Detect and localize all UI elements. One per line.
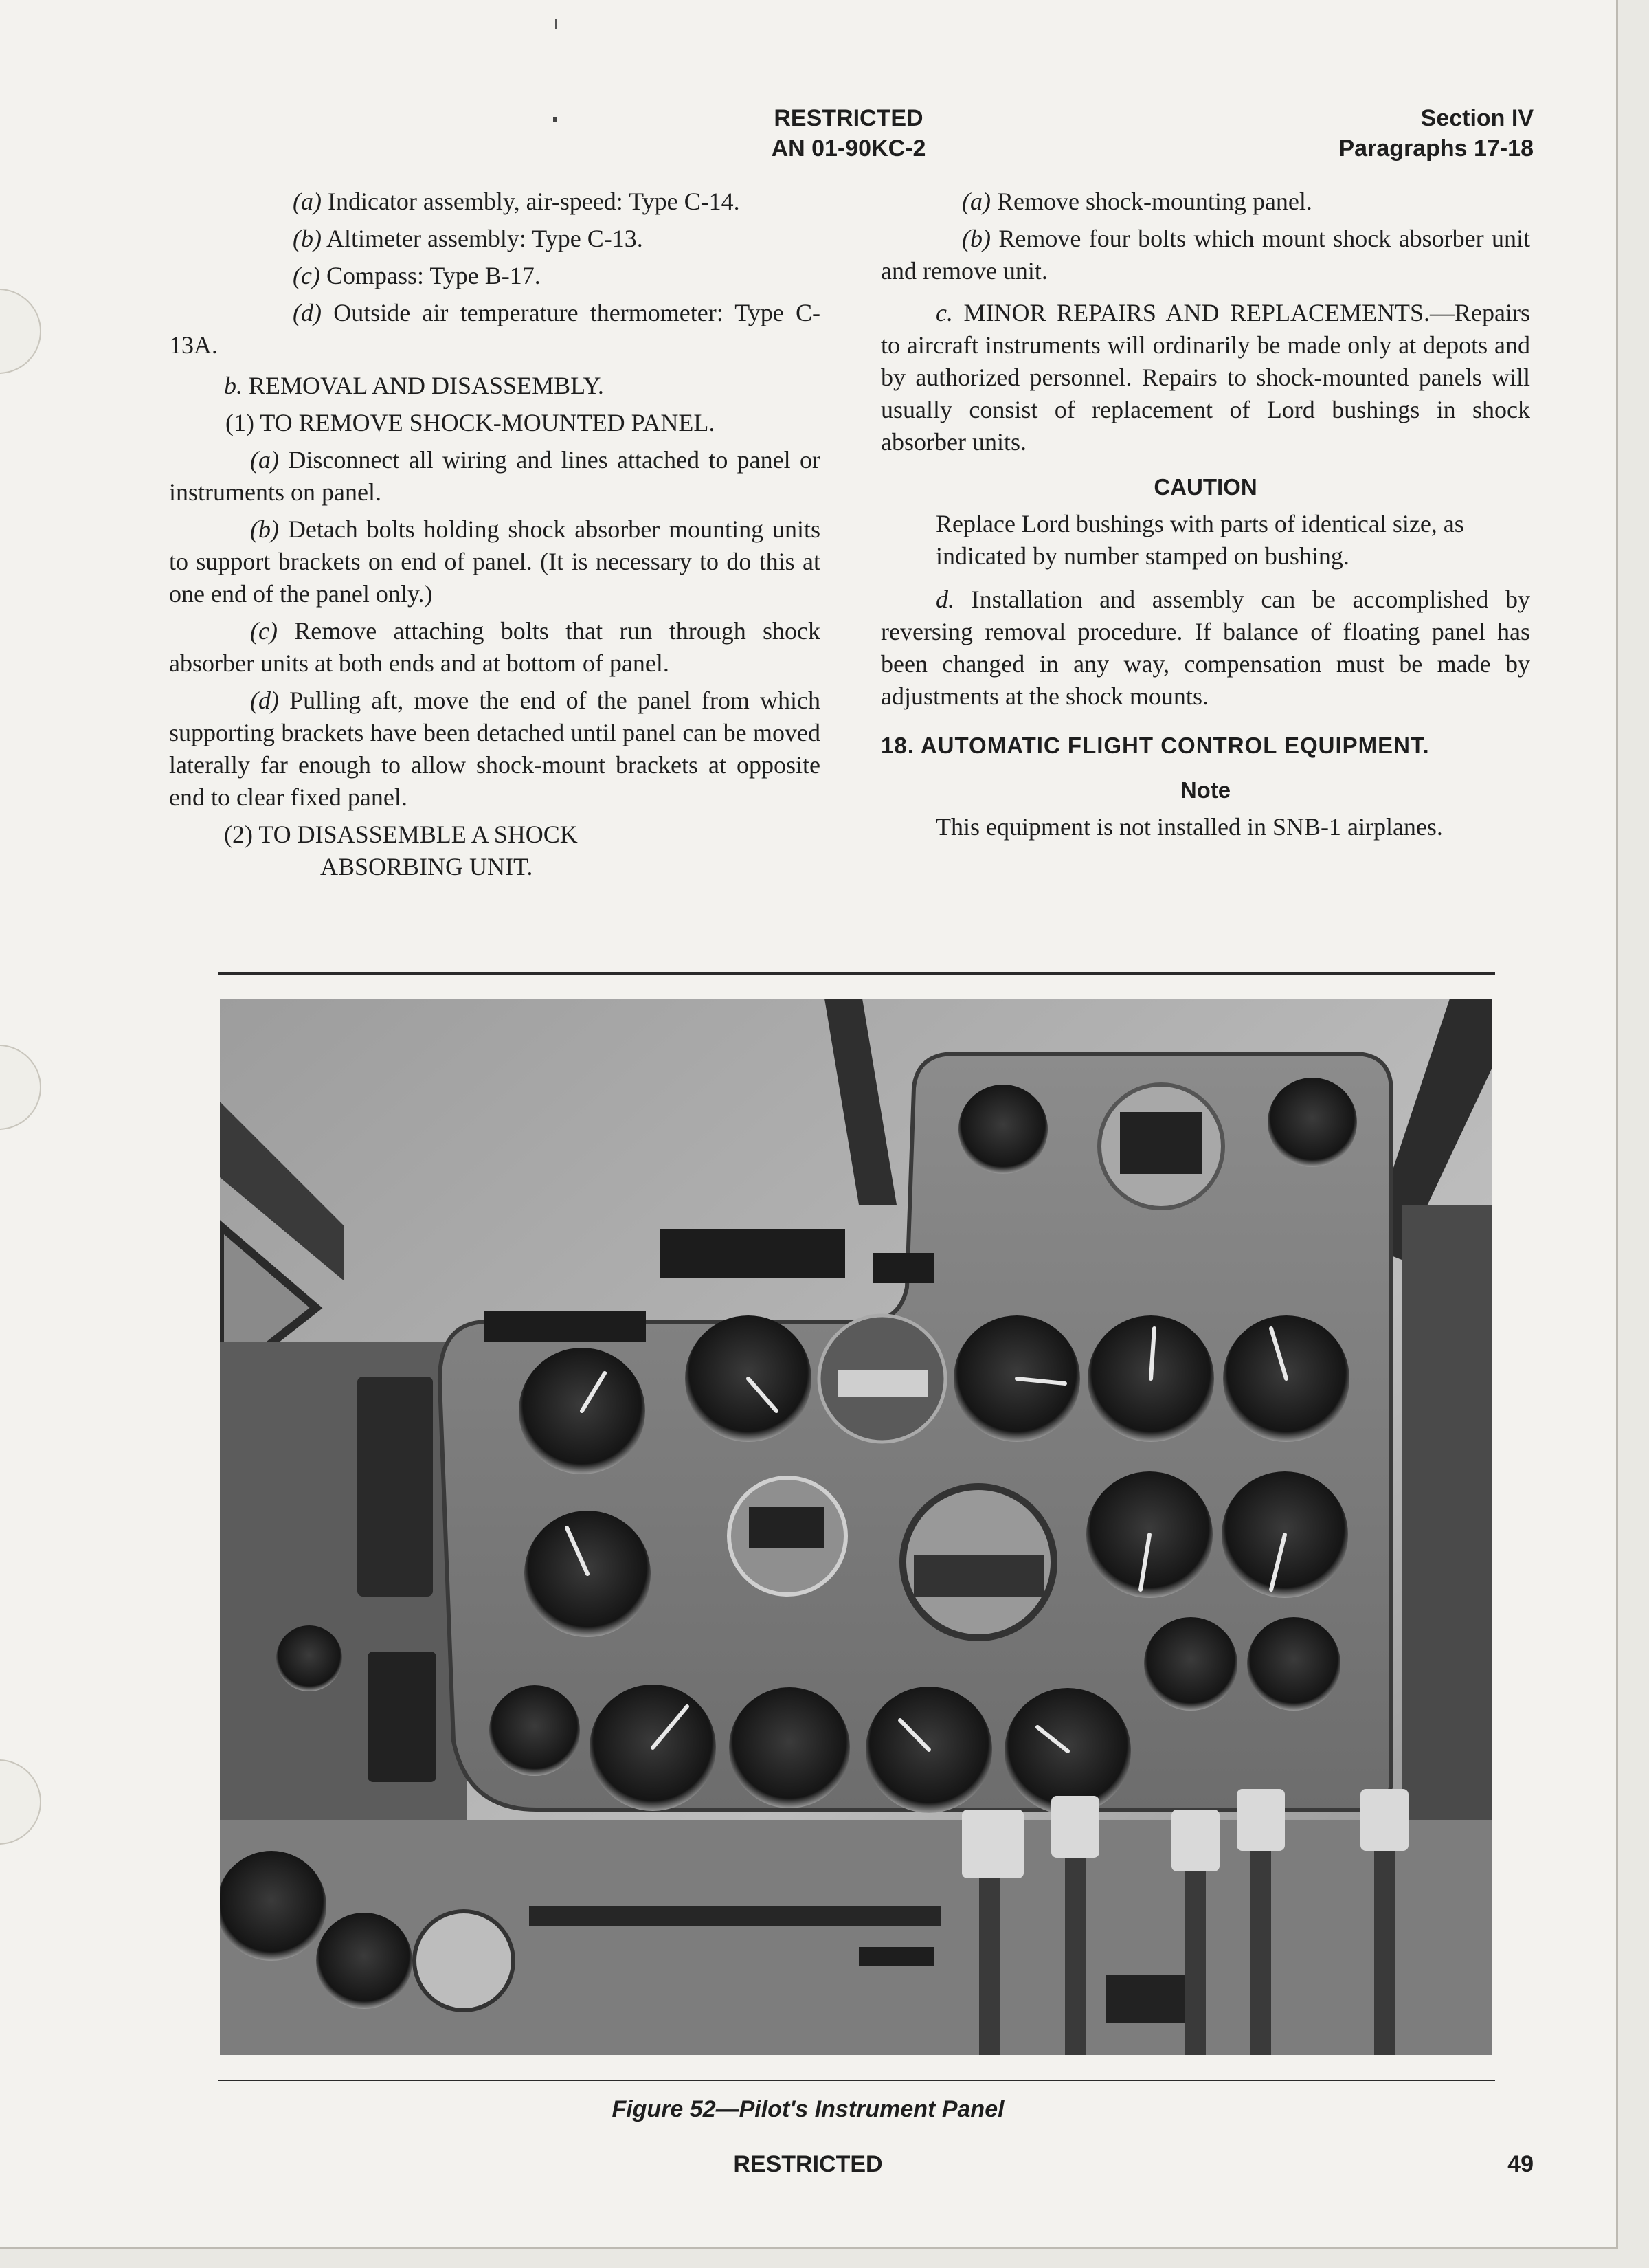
page-number: 49	[1507, 2151, 1534, 2177]
header-right	[1339, 103, 1534, 164]
step-1c: (c) Remove attaching bolts that run through shock absorber units at both ends and at bottom of panel.	[169, 617, 820, 677]
right-column	[881, 186, 1530, 843]
section-c: c. MINOR REPAIRS AND REPLACEMENTS.—Repairs to aircraft instruments will ordinarily be made only at depots and by authorized personnel. Repairs to shock-mounted panels will usually consist of replacement of Lord bushings in shock absorber units.	[881, 299, 1530, 456]
instrument-panel-illustration	[220, 999, 1492, 2055]
list-item-a: (a) Indicator assembly, air-speed: Type C-14.	[293, 188, 740, 215]
step-2-heading-cont: ABSORBING UNIT.	[320, 853, 533, 880]
step-1b: (b) Detach bolts holding shock absorber mounting units to support brackets on end of panel. (It is necessary to do this at one end of the panel only.)	[169, 515, 820, 608]
list-item-d: (d) Outside air temperature thermometer: Type C-13A.	[169, 299, 820, 359]
header-center	[687, 103, 1010, 164]
note-text: This equipment is not installed in SNB-1 airplanes.	[936, 813, 1443, 841]
figure-top-rule	[218, 972, 1495, 975]
figure-bottom-rule	[218, 2080, 1495, 2081]
binder-hole	[0, 1045, 41, 1130]
section-b-heading: b. REMOVAL AND DISASSEMBLY.	[224, 372, 604, 399]
footer-classification: RESTRICTED	[733, 2151, 883, 2177]
list-item-b: (b) Altimeter assembly: Type C-13.	[293, 225, 643, 252]
instrument-panel-photo	[220, 999, 1492, 2055]
header-paragraphs: Paragraphs 17-18	[1338, 135, 1534, 162]
caution-text: Replace Lord bushings with parts of identical size, as indicated by number stamped on bushing.	[936, 510, 1464, 570]
caution-title: CAUTION	[1154, 474, 1257, 500]
right-item-a: (a) Remove shock-mounting panel.	[962, 188, 1312, 215]
step-1d: (d) Pulling aft, move the end of the panel from which supporting brackets have been detached until panel can be moved laterally far enough to allow shock-mount brackets at opposite end to clear fixed panel.	[169, 687, 820, 811]
step-1-heading: (1) TO REMOVE SHOCK-MOUNTED PANEL.	[225, 409, 715, 436]
step-1a: (a) Disconnect all wiring and lines attached to panel or instruments on panel.	[169, 446, 820, 506]
figure-caption: Figure 52—Pilot's Instrument Panel	[612, 2096, 1005, 2122]
binder-hole	[0, 289, 41, 374]
header-doc-number: AN 01-90KC-2	[771, 135, 926, 162]
header-classification: RESTRICTED	[774, 105, 923, 131]
note-title: Note	[1180, 777, 1231, 803]
left-column	[169, 186, 820, 883]
header-section: Section IV	[1420, 105, 1534, 131]
step-2-heading: (2) TO DISASSEMBLE A SHOCK	[224, 821, 578, 848]
binder-hole	[0, 1759, 41, 1845]
section-18-heading: 18. AUTOMATIC FLIGHT CONTROL EQUIPMENT.	[881, 733, 1430, 758]
list-item-c: (c) Compass: Type B-17.	[293, 262, 541, 289]
section-d: d. Installation and assembly can be accomplished by reversing removal procedure. If balance of floating panel has been changed in any way, compensation must be made by adjustments at the shock mounts.	[881, 586, 1530, 710]
right-item-b: (b) Remove four bolts which mount shock absorber unit and remove unit.	[881, 225, 1530, 285]
